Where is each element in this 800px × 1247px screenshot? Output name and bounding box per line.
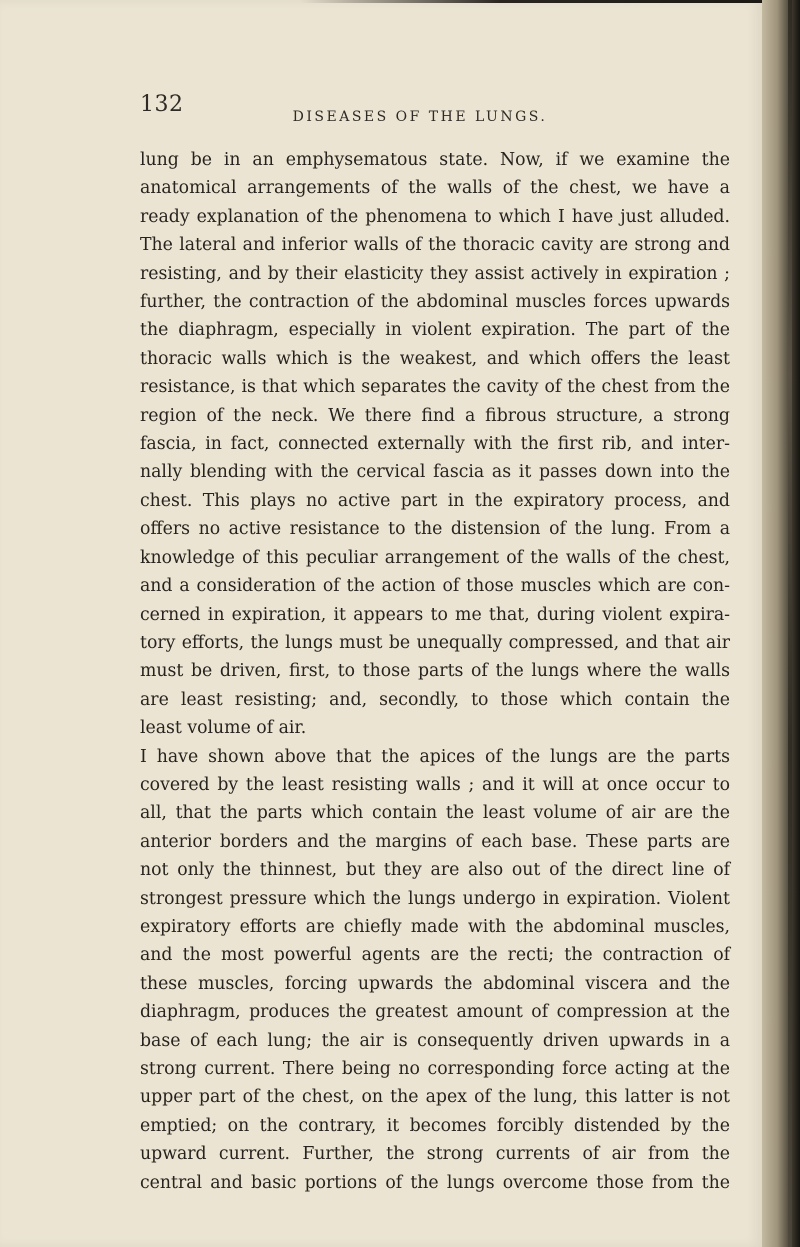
spine-shadow-strip	[788, 0, 792, 1247]
running-title: DISEASES OF THE LUNGS.	[292, 109, 548, 125]
text-line: fascia, in fact, connected externally with the first rib, and inter-	[140, 434, 730, 455]
text-line: tory efforts, the lungs must be unequally compressed, and that air	[140, 632, 730, 653]
text-line: these muscles, forcing upwards the abdominal viscera and the	[140, 973, 730, 994]
text-line: upward current. Further, the strong currents of air from the	[140, 1144, 730, 1165]
text-line: cerned in expiration, it appears to me that, during violent expira-	[140, 604, 730, 625]
text-line: lung be in an emphysematous state. Now, if we examine the	[140, 150, 730, 170]
page-number: 132	[140, 92, 184, 117]
text-line: and the most powerful agents are the recti; the contraction of	[140, 945, 730, 966]
text-line: further, the contraction of the abdominal muscles forces upwards	[140, 292, 730, 313]
page-header	[140, 92, 760, 132]
text-line: covered by the least resisting walls ; and it will at once occur to	[140, 774, 730, 795]
text-line: must be driven, first, to those parts of the lungs where the walls	[140, 661, 730, 682]
text-line: anterior borders and the margins of each base. These parts are	[140, 831, 730, 852]
text-line: resistance, is that which separates the cavity of the chest from the	[140, 377, 730, 398]
text-line: knowledge of this peculiar arrangement of the walls of the chest,	[140, 547, 730, 568]
text-line: and a consideration of the action of those muscles which are con-	[140, 576, 730, 597]
text-line: nally blending with the cervical fascia as it passes down into the	[140, 462, 730, 483]
text-line-paragraph-start: I have shown above that the apices of the lungs are the parts	[140, 746, 730, 767]
text-line: strongest pressure which the lungs undergo in expiration. Violent	[140, 888, 730, 909]
text-line: chest. This plays no active part in the expiratory process, and	[140, 490, 730, 511]
text-line: strong current. There being no corresponding force acting at the	[140, 1059, 730, 1079]
text-line: ready explanation of the phenomena to which I have just alluded.	[140, 206, 730, 227]
text-line: expiratory efforts are chiefly made with the abdominal muscles,	[140, 916, 730, 937]
text-line: region of the neck. We there find a fibrous structure, a strong	[140, 405, 730, 426]
text-line: resisting, and by their elasticity they assist actively in expiration ;	[140, 263, 730, 284]
text-line: base of each lung; the air is consequently driven upwards in a	[140, 1030, 730, 1051]
text-line: the diaphragm, especially in violent expiration. The part of the	[140, 320, 730, 341]
book-spine-edge	[762, 0, 800, 1247]
text-line: not only the thinnest, but they are also out of the direct line of	[140, 860, 730, 881]
body-text	[140, 146, 730, 1197]
text-line: emptied; on the contrary, it becomes forcibly distended by the	[140, 1115, 730, 1136]
text-line: offers no active resistance to the distension of the lung. From a	[140, 519, 730, 540]
text-line: diaphragm, produces the greatest amount of compression at the	[140, 1002, 730, 1023]
text-line-paragraph-end: least volume of air.	[140, 718, 307, 739]
top-edge-rule	[300, 0, 800, 3]
text-line: upper part of the chest, on the apex of the lung, this latter is not	[140, 1087, 730, 1108]
text-line: thoracic walls which is the weakest, and which offers the least	[140, 348, 730, 369]
text-line: The lateral and inferior walls of the thoracic cavity are strong and	[140, 235, 730, 256]
text-line: are least resisting; and, secondly, to those which contain the	[140, 689, 730, 710]
text-line: all, that the parts which contain the least volume of air are the	[140, 803, 730, 824]
text-line: anatomical arrangements of the walls of the chest, we have a	[140, 178, 730, 199]
text-line: central and basic portions of the lungs overcome those from the	[140, 1172, 730, 1193]
